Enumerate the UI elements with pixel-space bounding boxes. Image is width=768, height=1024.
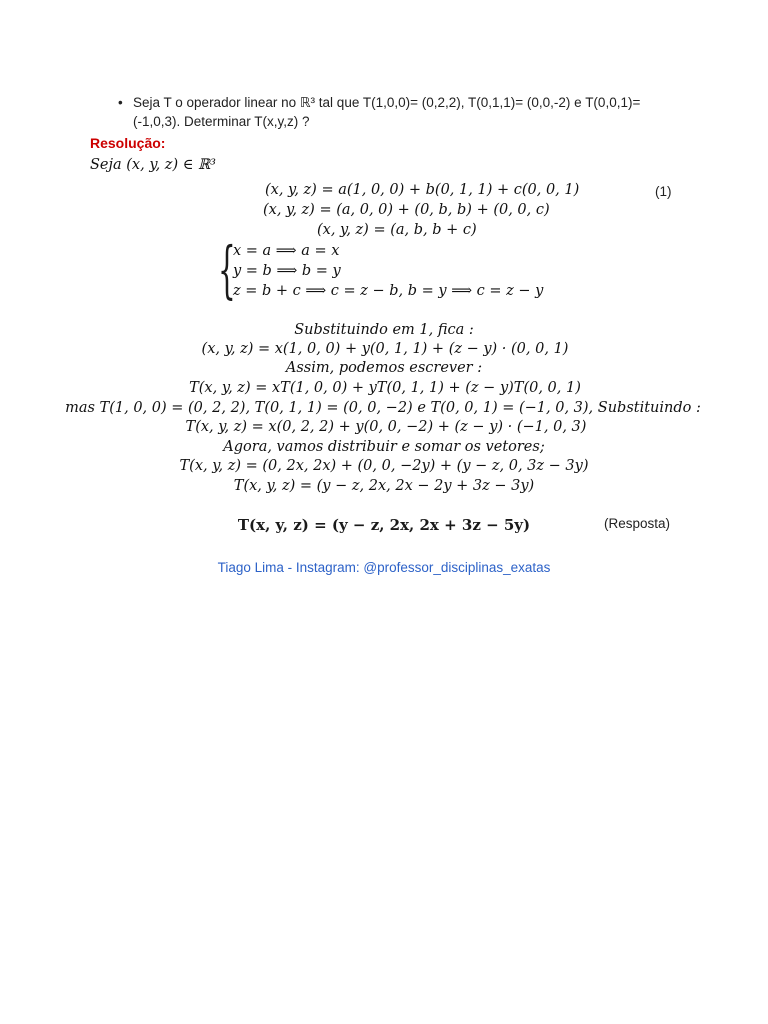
step-7: Agora, vamos distribuir e somar os vetores; <box>223 439 545 455</box>
step-8: T(x, y, z) = (0, 2x, 2x) + (0, 0, −2y) + (y − z, 0, 3z − 3y) <box>179 458 589 474</box>
equation-3: (x, y, z) = (a, b, b + c) <box>317 222 477 238</box>
question-line-2: (-1,0,3). Determinar T(x,y,z) ? <box>133 114 310 129</box>
system-row-3: z = b + c ⟹ c = z − b, b = y ⟹ c = z − y <box>233 283 544 299</box>
system-row-1: x = a ⟹ a = x <box>233 243 340 259</box>
step-3: Assim, podemos escrever : <box>285 360 483 376</box>
intro-line: Seja (x, y, z) ∈ ℝ³ <box>90 157 216 173</box>
step-6: T(x, y, z) = x(0, 2, 2) + y(0, 0, −2) + (z − y) · (−1, 0, 3) <box>185 419 587 435</box>
left-brace: { <box>218 233 236 306</box>
question-line-1: Seja T o operador linear no ℝ³ tal que T(1,0,0)= (0,2,2), T(0,1,1)= (0,0,-2) e T(0,0,1)= <box>133 95 641 110</box>
step-1: Substituindo em 1, fica : <box>294 322 474 338</box>
system-row-2: y = b ⟹ b = y <box>233 263 341 279</box>
equation-number: (1) <box>655 184 672 199</box>
bullet: • <box>118 95 123 110</box>
equation-1: (x, y, z) = a(1, 0, 0) + b(0, 1, 1) + c(0, 0, 1) <box>265 182 580 198</box>
step-4: T(x, y, z) = xT(1, 0, 0) + yT(0, 1, 1) + (z − y)T(0, 0, 1) <box>189 380 581 396</box>
author-credit: Tiago Lima - Instagram: @professor_disciplinas_exatas <box>217 560 551 575</box>
answer-label: (Resposta) <box>604 516 671 531</box>
step-5: mas T(1, 0, 0) = (0, 2, 2), T(0, 1, 1) = (0, 0, −2) e T(0, 0, 1) = (−1, 0, 3), Substituindo : <box>65 400 701 416</box>
resolution-title: Resolução: <box>90 135 166 151</box>
equation-2: (x, y, z) = (a, 0, 0) + (0, b, b) + (0, 0, c) <box>263 202 550 218</box>
step-2: (x, y, z) = x(1, 0, 0) + y(0, 1, 1) + (z − y) · (0, 0, 1) <box>201 341 569 357</box>
step-9: T(x, y, z) = (y − z, 2x, 2x − 2y + 3z − 3y) <box>233 478 535 494</box>
answer-formula: T(x, y, z) = (y − z, 2x, 2x + 3z − 5y) <box>237 516 531 534</box>
